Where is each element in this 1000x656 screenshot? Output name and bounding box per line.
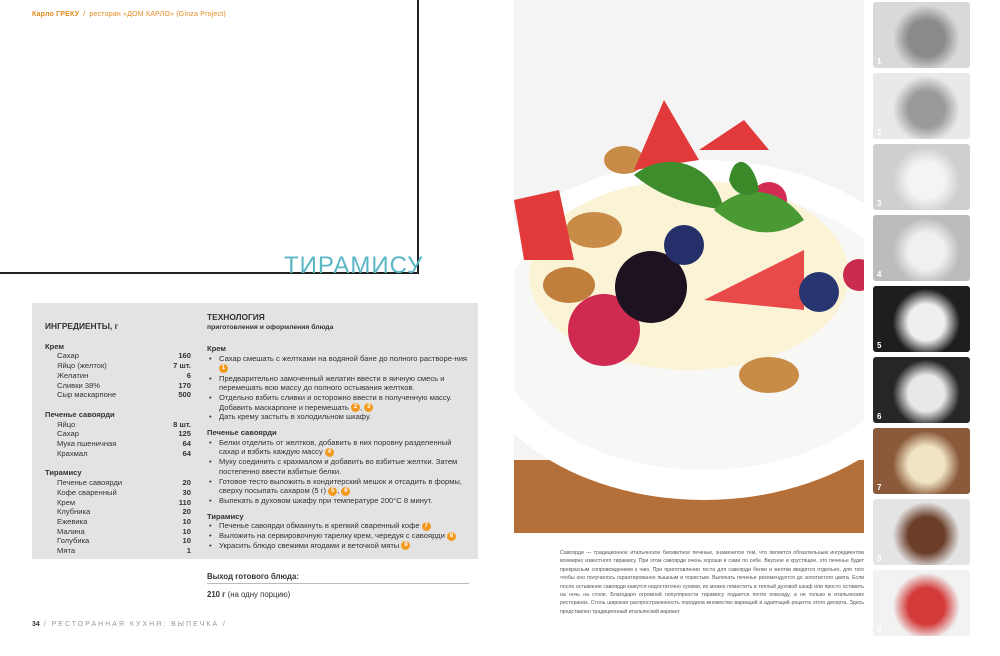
- ingredient-row: [45, 390, 191, 400]
- technology-section-title: Печенье савоярди: [207, 428, 277, 438]
- step-photo-number: 1: [877, 57, 882, 66]
- ingredient-row: [45, 371, 191, 381]
- step-number-badge: 1: [219, 364, 228, 373]
- yield-block: [207, 572, 469, 599]
- technology-section: [207, 313, 469, 550]
- step-photo-number: 7: [877, 483, 882, 492]
- tiramisu-plate-image: [514, 0, 864, 533]
- step-text: Муку соединить с крахмалом и добавить во взбитые желтки. Затем постепенно ввести взбитые белки.: [219, 457, 458, 476]
- step-photo-number: 6: [877, 412, 882, 421]
- step-photo: [873, 570, 970, 636]
- ingredient-name: Сахар: [57, 429, 79, 439]
- step-photo: [873, 73, 970, 139]
- magazine-section: / РЕСТОРАННАЯ КУХНЯ: ВЫПЕЧКА /: [43, 621, 227, 628]
- ingredient-name: Желатин: [57, 370, 89, 380]
- ingredient-amount: 20: [182, 507, 191, 517]
- step-photo: [873, 428, 970, 494]
- ingredient-row: [45, 478, 191, 488]
- ingredient-row: [45, 429, 191, 439]
- ingredient-amount: 10: [182, 516, 191, 526]
- ingredient-amount: 20: [182, 478, 191, 488]
- technology-section-title: Тирамису: [207, 511, 244, 521]
- step-photo: [873, 499, 970, 565]
- step-number-badge: 2: [351, 403, 360, 412]
- author-name: Карло ГРЕКУ: [32, 11, 80, 18]
- step-number-badge: 8: [447, 532, 456, 541]
- restaurant-name: ресторан «ДОМ КАРЛО» (Ginza Project): [89, 11, 226, 18]
- ingredient-row: [45, 488, 191, 498]
- step-photo: [873, 357, 970, 423]
- ingredient-amount: 6: [186, 370, 191, 380]
- step-text: Белки отделить от желтков, добавить в них поровну разделенный сахар и взбить каждую массу: [219, 437, 452, 457]
- ingredient-name: Мята: [57, 546, 76, 556]
- ingredients-heading: ИНГРЕДИЕНТЫ, г: [45, 321, 119, 331]
- ingredient-amount: 160: [178, 351, 191, 361]
- step-photo: [873, 215, 970, 281]
- step-text: Выложить на сервировочную тарелку крем, чередуя с савоярди: [219, 531, 445, 541]
- ingredient-amount: 7 шт.: [173, 361, 191, 371]
- yield-label: Выход готового блюда:: [207, 572, 469, 584]
- ingredient-name: Сливки 38%: [57, 380, 101, 390]
- ingredient-row: [45, 449, 191, 459]
- ingredient-row: [45, 351, 191, 361]
- step-photo-number: 9: [877, 625, 882, 634]
- ingredient-row: [45, 420, 191, 430]
- technology-step: [207, 438, 469, 457]
- ingredient-name: Мука пшеничная: [57, 439, 117, 449]
- technology-step: [207, 521, 469, 531]
- technology-heading: ТЕХНОЛОГИЯ: [207, 312, 265, 322]
- ingredient-amount: 10: [182, 526, 191, 536]
- ingredient-row: [45, 439, 191, 449]
- technology-step: • Готовое тесто выложить в кондитерский мешок и отсадить в формы, сверху посыпать сахаром (5 г) 5 , 6: [207, 477, 469, 496]
- ingredient-amount: 10: [182, 536, 191, 546]
- ingredient-section-title: Печенье савоярди: [45, 409, 115, 419]
- ingredient-row: [45, 536, 191, 546]
- ingredient-section-title: Крем: [45, 341, 65, 351]
- ingredient-amount: 64: [182, 448, 191, 458]
- ingredient-row: [45, 507, 191, 517]
- ingredient-amount: 170: [178, 380, 191, 390]
- step-text: Дать крему застыть в холодильном шкафу.: [219, 412, 372, 422]
- technology-section-title: Крем: [207, 344, 227, 354]
- ingredients-list: [45, 322, 191, 556]
- ingredient-name: Яйцо (желток): [57, 361, 107, 371]
- step-text: Выпекать в духовом шкафу при температуре 200°С 8 минут.: [219, 495, 433, 505]
- ingredient-name: Крахмал: [57, 448, 88, 458]
- ingredient-amount: 125: [178, 429, 191, 439]
- ingredient-row: [45, 517, 191, 527]
- technology-steps: [207, 438, 469, 506]
- ingredient-name: Голубика: [57, 536, 90, 546]
- ingredient-amount: 500: [178, 390, 191, 400]
- dessert-photo: [514, 0, 864, 533]
- ingredient-name: Яйцо: [57, 419, 76, 429]
- step-photo-number: 2: [877, 128, 882, 137]
- technology-step: [207, 531, 469, 541]
- step-text: Готовое тесто выложить в кондитерский мешок и отсадить в формы, сверху посыпать сахаром (5 г): [219, 476, 462, 496]
- ingredient-row: [45, 527, 191, 537]
- ingredient-amount: 64: [182, 439, 191, 449]
- step-photo-number: 5: [877, 341, 882, 350]
- technology-step: [207, 541, 469, 551]
- ingredient-name: Крем: [57, 497, 76, 507]
- technology-steps: [207, 354, 469, 422]
- technology-steps: [207, 521, 469, 550]
- ingredient-amount: 110: [178, 497, 191, 507]
- step-text: Предварительно замоченный желатин ввести в яичную смесь и перемешать всю массу до полного остывания желтков.: [219, 373, 445, 393]
- ingredient-name: Печенье савоярди: [57, 478, 123, 488]
- ingredient-name: Ежевика: [57, 516, 88, 526]
- step-photo: [873, 2, 970, 68]
- step-number-badge: 6: [341, 487, 350, 496]
- step-photo: [873, 286, 970, 352]
- technology-step: [207, 457, 469, 476]
- page-footer: [32, 621, 227, 628]
- ingredient-name: Кофе сваренный: [57, 487, 117, 497]
- step-photo-number: 3: [877, 199, 882, 208]
- page-number: 34: [32, 621, 40, 628]
- frame-vertical-line: [417, 0, 419, 274]
- step-photo-number: 4: [877, 270, 882, 279]
- technology-step: [207, 496, 469, 506]
- ingredient-row: [45, 546, 191, 556]
- technology-step: [207, 354, 469, 373]
- step-number-badge: 3: [364, 403, 373, 412]
- ingredient-row: [45, 361, 191, 371]
- ingredient-name: Сахар: [57, 351, 79, 361]
- step-text: Печенье савоярди обмакнуть в крепкий сваренный кофе: [219, 521, 420, 531]
- ingredient-row: [45, 381, 191, 391]
- step-number-badge: 9: [401, 541, 410, 550]
- technology-subheading: приготовления и оформления блюда: [207, 323, 334, 331]
- technology-step: • Отдельно взбить сливки и осторожно ввести в полученную массу. Добавить маскарпоне и перемешать 2 , 3: [207, 393, 469, 412]
- step-photo-number: 8: [877, 554, 882, 563]
- technology-step: [207, 412, 469, 422]
- ingredient-name: Малина: [57, 526, 85, 536]
- ingredient-row: [45, 498, 191, 508]
- technology-step: [207, 374, 469, 393]
- step-photo: [873, 144, 970, 210]
- ingredient-amount: 1: [186, 546, 191, 556]
- step-text: Украсить блюдо свежими ягодами и веточкой мяты: [219, 540, 400, 550]
- step-number-badge: 7: [422, 522, 431, 531]
- ingredient-name: Клубника: [57, 507, 91, 517]
- step-number-badge: 4: [325, 448, 334, 457]
- step-text: Сахар смешать с желтками на водяной бане до полного растворе-ния: [219, 354, 468, 364]
- ingredient-amount: 8 шт.: [173, 419, 191, 429]
- ingredient-amount: 30: [182, 487, 191, 497]
- ingredient-section-title: Тирамису: [45, 468, 82, 478]
- step-text: Отдельно взбить сливки и осторожно ввести в полученную массу. Добавить маскарпоне и перемешать: [219, 392, 452, 412]
- recipe-title: ТИРАМИСУ: [284, 252, 424, 279]
- yield-value: 210 г (на одну порцию): [207, 590, 291, 599]
- step-number-badge: 5: [328, 487, 337, 496]
- page-header: Карло ГРЕКУ / ресторан «ДОМ КАРЛО» (Ginza Project): [32, 11, 226, 18]
- ingredient-name: Сыр маскарпоне: [57, 390, 117, 400]
- photo-caption: Савоярди — традиционное итальянское бисквитное печенье, знаменитое тем, что является обязательным ингредиентом всемирно известного тирамису. При этом савоярди очень хороши и сами по себе. Вкусное и хрустящее, это печенье будет прекрасным сопровождением к чаю. При приготовлении теста для савоярди белки и желтки вводятся отдельно, для того чтобы оно получилось гарантированно пышным и пористым. Выпекать печенье рекомендуется до золотистого цвета. Если после остывания савоярди кажутся недостаточно сухими, их можно поместить в теплый духовой шкаф или просто оставить на ночь на столе. Благодаря огромной популярности тирамису подается почти повсюду, а не только в итальянских ресторанах. Столь широкая распространенность породила множество вариаций и адаптаций рецепта этого десерта. Здесь представлен традиционный итальянский вариант.: [560, 550, 864, 615]
